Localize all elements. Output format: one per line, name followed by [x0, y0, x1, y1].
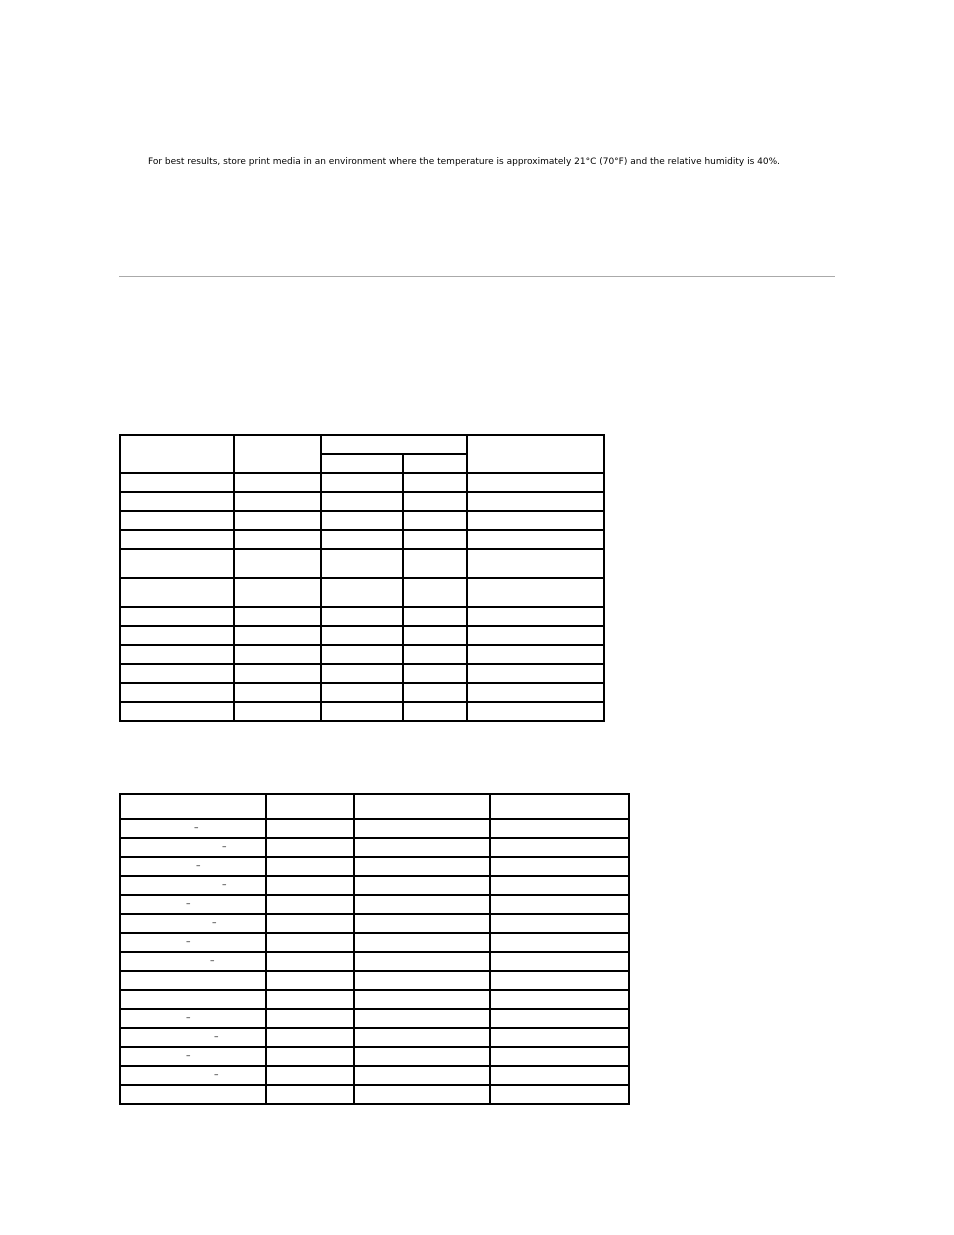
table-cell — [490, 819, 629, 838]
table-cell — [490, 952, 629, 971]
table-cell — [490, 933, 629, 952]
table-cell — [234, 664, 321, 683]
table-cell — [403, 492, 467, 511]
table-cell — [354, 1028, 490, 1047]
table-cell — [403, 530, 467, 549]
table-cell — [234, 578, 321, 607]
table-cell — [321, 578, 403, 607]
table-cell — [120, 895, 266, 914]
table-cell — [321, 549, 403, 578]
table-cell — [354, 933, 490, 952]
table-row — [120, 492, 604, 511]
table-cell — [234, 626, 321, 645]
table-cell — [321, 626, 403, 645]
table-cell — [120, 914, 266, 933]
table-cell — [321, 607, 403, 626]
table-cell — [321, 492, 403, 511]
dash-mark: – — [186, 1012, 191, 1023]
table-row — [120, 933, 629, 952]
dash-mark: – — [186, 898, 191, 909]
table-cell — [266, 1047, 354, 1066]
dash-mark: – — [186, 936, 191, 947]
table-row — [120, 857, 629, 876]
header-group-cell — [321, 435, 467, 454]
table-row — [120, 838, 629, 857]
table-cell — [354, 857, 490, 876]
dash-mark: – — [222, 841, 227, 852]
header-cell — [266, 794, 354, 819]
table-cell — [120, 933, 266, 952]
table-cell — [266, 857, 354, 876]
table-row — [120, 645, 604, 664]
table-cell — [490, 914, 629, 933]
subheader-cell — [321, 454, 403, 473]
table-cell — [266, 819, 354, 838]
table-cell — [490, 876, 629, 895]
header-cell — [120, 435, 234, 473]
table-cell — [403, 645, 467, 664]
table-cell — [120, 473, 234, 492]
table-cell — [467, 473, 604, 492]
table-cell — [120, 1047, 266, 1066]
table-cell — [120, 971, 266, 990]
table-cell — [354, 876, 490, 895]
table-row — [120, 1028, 629, 1047]
table-cell — [354, 1066, 490, 1085]
table-cell — [120, 702, 234, 721]
table-cell — [403, 549, 467, 578]
table-cell — [403, 626, 467, 645]
table-cell — [234, 492, 321, 511]
table-cell — [354, 990, 490, 1009]
table-cell — [467, 492, 604, 511]
table-row — [120, 511, 604, 530]
table-cell — [120, 607, 234, 626]
table-cell — [490, 990, 629, 1009]
table-cell — [234, 511, 321, 530]
table-cell — [354, 914, 490, 933]
table-cell — [120, 626, 234, 645]
table-cell — [120, 492, 234, 511]
table-cell — [467, 702, 604, 721]
table-cell — [321, 702, 403, 721]
table-cell — [266, 838, 354, 857]
table-row — [120, 819, 629, 838]
table-cell — [266, 933, 354, 952]
table-cell — [120, 952, 266, 971]
table-row — [120, 702, 604, 721]
table-row — [120, 1066, 629, 1085]
table-row — [120, 549, 604, 578]
table-row — [120, 626, 604, 645]
table-cell — [120, 549, 234, 578]
header-cell — [234, 435, 321, 473]
table-cell — [120, 1085, 266, 1104]
table-row — [120, 1085, 629, 1104]
table-row — [120, 530, 604, 549]
table-cell — [266, 1009, 354, 1028]
table-cell — [234, 530, 321, 549]
table-cell — [266, 990, 354, 1009]
table-row — [120, 1047, 629, 1066]
table-cell — [321, 473, 403, 492]
table-cell — [266, 952, 354, 971]
subheader-cell — [403, 454, 467, 473]
table-cell — [354, 819, 490, 838]
table-cell — [266, 971, 354, 990]
table-row — [120, 473, 604, 492]
table-cell — [467, 511, 604, 530]
table-cell — [120, 511, 234, 530]
table-cell — [354, 895, 490, 914]
table-cell — [467, 626, 604, 645]
dash-mark: – — [212, 917, 217, 928]
table-cell — [467, 607, 604, 626]
dash-mark: – — [196, 860, 201, 871]
table-cell — [120, 990, 266, 1009]
table-cell — [354, 1085, 490, 1104]
table-cell — [120, 664, 234, 683]
table-cell — [266, 1066, 354, 1085]
table-row — [120, 914, 629, 933]
table-row — [120, 683, 604, 702]
table-cell — [490, 1066, 629, 1085]
table-cell — [266, 1085, 354, 1104]
media-specifications-table — [119, 434, 605, 722]
table-cell — [490, 971, 629, 990]
table-row — [120, 664, 604, 683]
dash-mark: – — [186, 1050, 191, 1061]
header-cell — [354, 794, 490, 819]
table-cell — [234, 702, 321, 721]
table-cell — [490, 1047, 629, 1066]
table-cell — [266, 1028, 354, 1047]
media-sizes-table — [119, 793, 630, 1105]
dash-mark: – — [194, 822, 199, 833]
dash-mark: – — [222, 879, 227, 890]
table-cell — [354, 952, 490, 971]
table-cell — [321, 683, 403, 702]
table-cell — [490, 857, 629, 876]
table-cell — [234, 645, 321, 664]
table-cell — [234, 683, 321, 702]
table-cell — [490, 1028, 629, 1047]
header-cell — [120, 794, 266, 819]
table-cell — [120, 1009, 266, 1028]
table-cell — [354, 1047, 490, 1066]
table-row — [120, 1009, 629, 1028]
table-row — [120, 971, 629, 990]
table-row — [120, 578, 604, 607]
header-cell — [490, 794, 629, 819]
table-header-row — [120, 794, 629, 819]
table-cell — [234, 607, 321, 626]
table-cell — [354, 1009, 490, 1028]
table-row — [120, 952, 629, 971]
table-cell — [467, 530, 604, 549]
table-cell — [234, 549, 321, 578]
header-cell — [467, 435, 604, 473]
table-cell — [467, 664, 604, 683]
table-row — [120, 876, 629, 895]
table-header-row — [120, 435, 604, 454]
table-row — [120, 990, 629, 1009]
table-cell — [467, 683, 604, 702]
table-cell — [120, 530, 234, 549]
table-cell — [403, 511, 467, 530]
table-cell — [490, 838, 629, 857]
table-cell — [403, 473, 467, 492]
table-cell — [490, 895, 629, 914]
table-cell — [403, 578, 467, 607]
table-cell — [403, 683, 467, 702]
table-cell — [321, 645, 403, 664]
table-cell — [266, 914, 354, 933]
table-cell — [266, 895, 354, 914]
section-divider — [119, 276, 835, 277]
table-cell — [120, 819, 266, 838]
table-cell — [403, 702, 467, 721]
table-cell — [120, 578, 234, 607]
table-cell — [234, 473, 321, 492]
table-cell — [403, 664, 467, 683]
table-cell — [321, 530, 403, 549]
table-row — [120, 607, 604, 626]
table-row — [120, 895, 629, 914]
table-cell — [120, 1066, 266, 1085]
table-cell — [321, 664, 403, 683]
table-cell — [354, 971, 490, 990]
table-cell — [321, 511, 403, 530]
table-cell — [120, 683, 234, 702]
table-cell — [354, 838, 490, 857]
table-cell — [490, 1085, 629, 1104]
table-cell — [120, 645, 234, 664]
dash-mark: – — [210, 955, 215, 966]
table-cell — [467, 549, 604, 578]
dash-mark: – — [214, 1069, 219, 1080]
table-cell — [490, 1009, 629, 1028]
table-cell — [403, 607, 467, 626]
dash-mark: – — [214, 1031, 219, 1042]
storage-note: For best results, store print media in an environment where the temperature is approximately 21°C (70°F) and the relative humidity is 40%. — [148, 157, 780, 167]
table-cell — [266, 876, 354, 895]
table-cell — [120, 857, 266, 876]
table-cell — [467, 645, 604, 664]
table-cell — [467, 578, 604, 607]
table-cell — [120, 838, 266, 857]
table-cell — [120, 1028, 266, 1047]
table-cell — [120, 876, 266, 895]
